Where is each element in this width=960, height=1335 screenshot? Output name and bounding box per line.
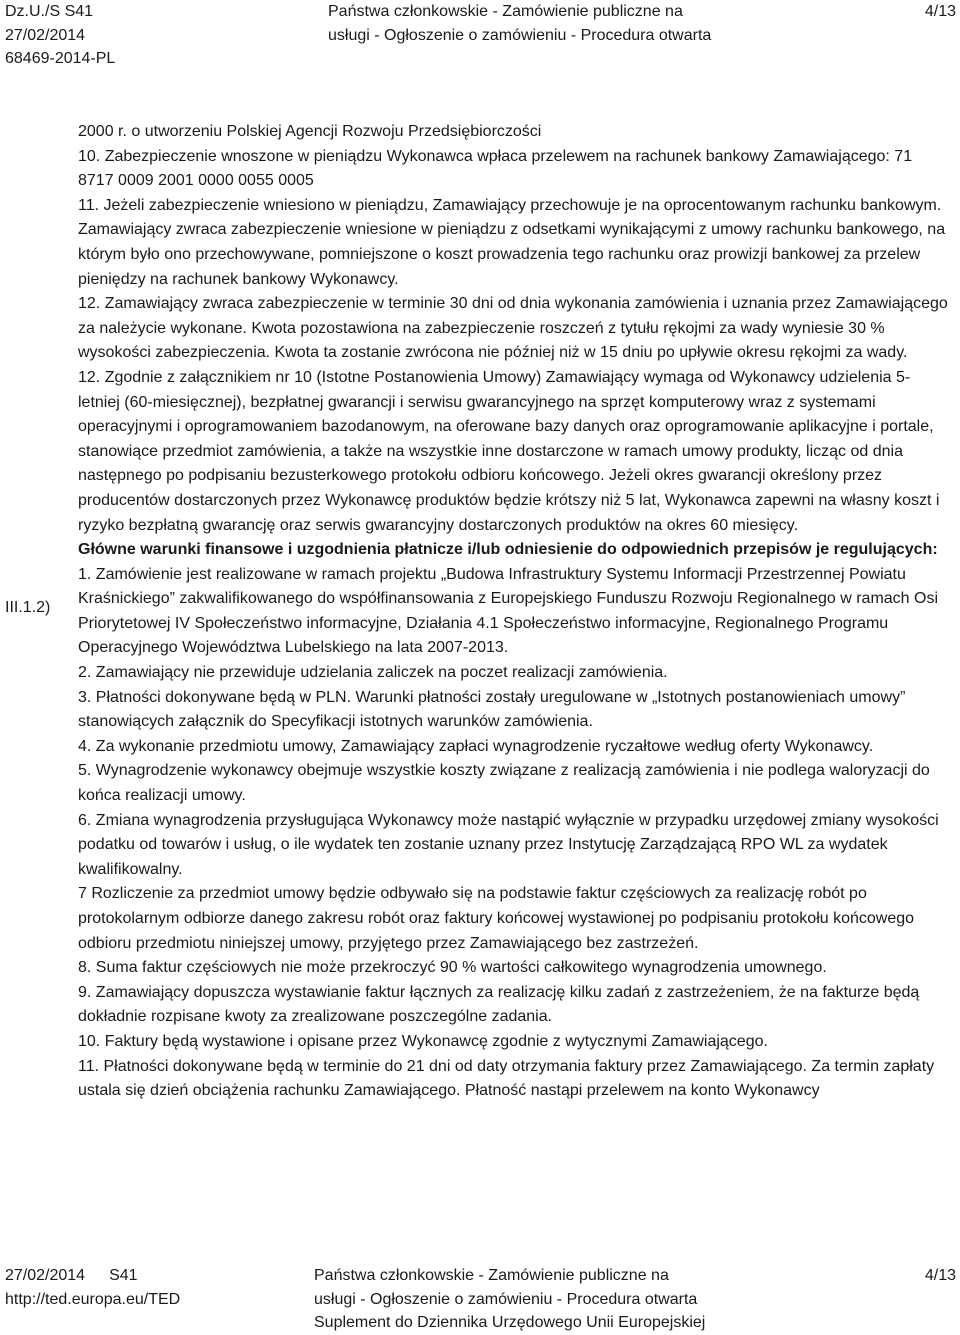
footer-url-link[interactable]: http://ted.europa.eu/TED [5,1290,181,1308]
paragraph: 5. Wynagrodzenie wykonawcy obejmuje wszystkie koszty związane z realizacją zamówienia i nie podlega waloryzacji do końca realizacji umowy. [78,762,930,805]
section-heading: Główne warunki finansowe i uzgodnienia płatnicze i/lub odniesienie do odpowiednich przepisów je regulujących: [78,541,938,559]
paragraph: 1. Zamówienie jest realizowane w ramach projektu „Budowa Infrastruktury Systemu Informacji Przestrzennej Powiatu Kraśnickiego” zakwalifikowanego do współfinansowania z Europejskiego Funduszu Rozwoju Regionalnego w ramach Osi Priorytetowej IV Społeczeństwo informacyjne, Działania 4.1 Społeczeństwo informacyjne, Regionalnego Programu Operacyjnego Województwa Lubelskiego na lata 2007-2013. [78,565,939,657]
header-title-line-2: usługi - Ogłoszenie o zamówieniu - Procedura otwarta [328,26,712,44]
footer-title-line-1: Państwa członkowskie - Zamówienie publiczne na [314,1267,669,1284]
paragraph: 4. Za wykonanie przedmiotu umowy, Zamawiający zapłaci wynagrodzenie ryczałtowe według oferty Wykonawcy. [78,737,874,755]
page-footer [0,1264,960,1334]
paragraph: 10. Faktury będą wystawione i opisane przez Wykonawcę zgodnie z wytycznymi Zamawiającego. [78,1032,768,1050]
paragraph: 11. Płatności dokonywane będą w terminie do 21 dni od daty otrzymania faktury przez Zamawiającego. Za termin zapłaty ustala się dzień obciążenia rachunku Zamawiającego. Płatność nastąpi przelewem na konto Wykonawcy [78,1057,935,1100]
footer-title-line-3: Suplement do Dziennika Urzędowego Unii Europejskiej [314,1314,706,1331]
paragraph: 8. Suma faktur częściowych nie może przekroczyć 90 % wartości całkowitego wynagrodzenia umownego. [78,959,827,977]
journal-ref: Dz.U./S S41 [5,3,94,20]
footer-date: 27/02/2014 [5,1267,86,1284]
footer-title-line-2: usługi - Ogłoszenie o zamówieniu - Procedura otwarta [314,1290,698,1308]
footer-left [5,1264,180,1311]
footer-code: S41 [109,1267,138,1284]
paragraph: 2000 r. o utworzeniu Polskiej Agencji Rozwoju Przedsiębiorczości [78,123,542,140]
paragraph: 12. Zgodnie z załącznikiem nr 10 (Istotne Postanowienia Umowy) Zamawiający wymaga od Wykonawcy udzielenia 5-letniej (60-miesięcznej), bezpłatnej gwarancji i serwisu gwarancyjnego na sprzęt komputerowy wraz z systemami operacyjnymi i oprogramowaniem bazodanowym, na oferowane bazy danych oraz oprogramowanie aplikacyjne i portale, stanowiące przedmiot zamówienia, a także na wszystkie inne dostarczone w ramach umowy produkty, licząc od dnia następnego po podpisaniu bezusterkowego protokołu odbioru końcowego. Jeżeli okres gwarancji określony przez producentów dostarczonych przez Wykonawcę produktów będzie krótszy niż 5 lat, Wykonawca zapewni na własny koszt i ryzyko bezpłatną gwarancję oraz serwis gwarancyjny dostarczonych produktów na okres 60 miesięcy. [78,368,940,534]
paragraph: 3. Płatności dokonywane będą w PLN. Warunki płatności zostały uregulowane w „Istotnych postanowieniach umowy” stanowiących załącznik do Specyfikacji istotnych warunków zamówienia. [78,688,906,731]
header-left [5,0,115,71]
footer-center [314,1264,754,1335]
header-page-number: 4/13 [924,3,956,20]
header-center [328,0,748,47]
header-date: 27/02/2014 [5,26,86,44]
document-body [78,120,948,1104]
paragraph: 7 Rozliczenie za przedmiot umowy będzie odbywało się na podstawie faktur częściowych za realizację robót po protokolarnym odbiorze danego zakresu robót oraz faktury końcowej wystawionej po podpisaniu protokołu końcowego odbioru przedmiotu niniejszej umowy, przyjętego przez Zamawiającego bez zastrzeżeń. [78,885,915,952]
footer-page-number: 4/13 [924,1267,956,1284]
paragraph: 11. Jeżeli zabezpieczenie wniesiono w pieniądzu, Zamawiający przechowuje je na oprocentowanym rachunku bankowym. Zamawiający zwraca zabezpieczenie wniesione w pieniądzu z odsetkami wynikającymi z umowy rachunku bankowego, na którym było ono przechowywane, pomniejszone o koszt prowadzenia tego rachunku oraz prowizji bankowej za przelew pieniędzy na rachunek bankowy Wykonawcy. [78,196,946,288]
section-label: III.1.2) [5,599,51,616]
page-header [0,0,960,70]
paragraph: 12. Zamawiający zwraca zabezpieczenie w terminie 30 dni od dnia wykonania zamówienia i uznania przez Zamawiającego za należycie wykonane. Kwota pozostawiona na zabezpieczenie roszczeń z tytułu rękojmi za wady wyniesie 30 % wysokości zabezpieczenia. Kwota ta zostanie zwrócona nie później niż w 15 dniu po upływie okresu rękojmi za wady. [78,295,948,362]
paragraph: 9. Zamawiający dopuszcza wystawianie faktur łącznych za realizację kilku zadań z zastrzeżeniem, że na fakturze będą dokładnie rozpisane kwoty za zrealizowane poszczególne zadania. [78,983,920,1026]
paragraph: 10. Zabezpieczenie wnoszone w pieniądzu Wykonawca wpłaca przelewem na rachunek bankowy Zamawiającego: 71 8717 0009 2001 0000 0055 0005 [78,147,913,190]
header-title-line-1: Państwa członkowskie - Zamówienie publiczne na [328,3,683,20]
paragraph: 2. Zamawiający nie przewiduje udzielania zaliczek na poczet realizacji zamówienia. [78,664,668,682]
paragraph: 6. Zmiana wynagrodzenia przysługująca Wykonawcy może nastąpić wyłącznie w przypadku urzędowej zmiany wysokości podatku od towarów i usług, o ile wydatek ten zostanie uznany przez Instytucję Zarządzającą RPO WL za wydatek kwalifikowalny. [78,811,939,878]
notice-number: 68469-2014-PL [5,50,116,67]
